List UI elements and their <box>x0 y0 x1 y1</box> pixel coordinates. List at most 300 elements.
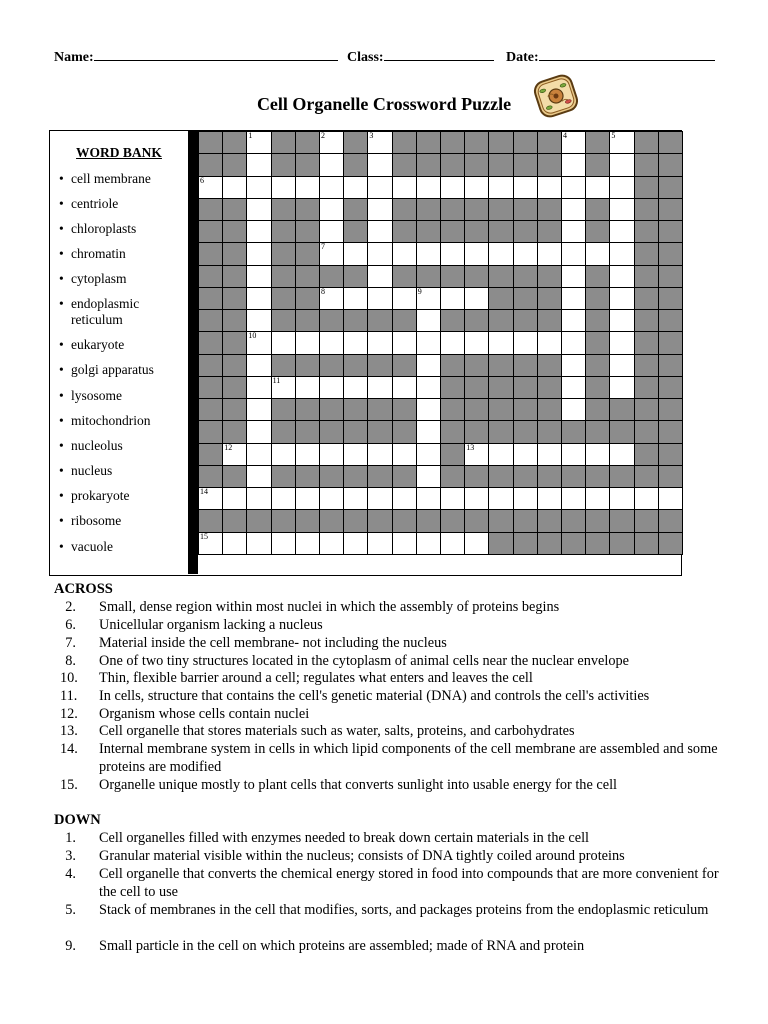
answer-square[interactable] <box>513 242 538 265</box>
answer-square[interactable] <box>440 331 465 354</box>
blocked-square <box>416 220 441 243</box>
answer-square[interactable] <box>367 198 392 221</box>
clue-number: 13 <box>466 442 475 452</box>
blocked-square <box>343 420 368 443</box>
answer-square[interactable] <box>488 331 513 354</box>
answer-square[interactable] <box>464 242 489 265</box>
answer-square[interactable] <box>392 287 417 310</box>
blocked-square <box>634 176 659 199</box>
answer-square[interactable] <box>537 242 562 265</box>
bullet: • <box>59 296 64 311</box>
answer-square[interactable] <box>609 287 634 310</box>
answer-square[interactable] <box>392 176 417 199</box>
answer-square[interactable] <box>271 331 296 354</box>
blocked-square <box>367 309 392 332</box>
answer-square[interactable] <box>416 487 441 510</box>
answer-square[interactable] <box>367 376 392 399</box>
blocked-square <box>198 198 223 221</box>
answer-square[interactable] <box>367 176 392 199</box>
answer-square[interactable] <box>537 331 562 354</box>
blocked-square <box>537 509 562 532</box>
word-bank-item <box>59 413 151 429</box>
answer-square[interactable] <box>416 465 441 488</box>
answer-square[interactable] <box>658 487 683 510</box>
answer-square[interactable] <box>295 532 320 555</box>
answer-square[interactable] <box>222 532 247 555</box>
blocked-square <box>222 287 247 310</box>
bullet: • <box>59 362 64 377</box>
blocked-square <box>416 509 441 532</box>
answer-square[interactable] <box>561 376 586 399</box>
answer-square[interactable] <box>246 331 271 354</box>
blocked-square <box>658 376 683 399</box>
answer-square[interactable] <box>246 443 271 466</box>
blocked-square <box>319 309 344 332</box>
blocked-square <box>585 265 610 288</box>
blocked-square <box>319 420 344 443</box>
blocked-square <box>513 465 538 488</box>
answer-square[interactable] <box>343 376 368 399</box>
blocked-square <box>561 509 586 532</box>
answer-square[interactable] <box>392 532 417 555</box>
blocked-square <box>634 265 659 288</box>
blocked-square <box>295 309 320 332</box>
answer-square[interactable] <box>609 487 634 510</box>
blocked-square <box>271 509 296 532</box>
clue-number: 6 <box>200 175 204 185</box>
answer-square[interactable] <box>319 176 344 199</box>
answer-square[interactable] <box>343 242 368 265</box>
word-bank-text: chloroplasts <box>71 221 137 236</box>
word-bank-item <box>59 296 161 328</box>
blocked-square <box>658 465 683 488</box>
blocked-square <box>271 420 296 443</box>
answer-square[interactable] <box>416 331 441 354</box>
answer-square[interactable] <box>561 487 586 510</box>
blocked-square <box>343 265 368 288</box>
blocked-square <box>513 153 538 176</box>
blocked-square <box>464 509 489 532</box>
blocked-square <box>658 153 683 176</box>
answer-square[interactable] <box>634 487 659 510</box>
answer-square[interactable] <box>367 287 392 310</box>
answer-square[interactable] <box>585 443 610 466</box>
blocked-square <box>222 465 247 488</box>
clue-number-label: 6. <box>65 617 76 633</box>
blocked-square <box>537 265 562 288</box>
blocked-square <box>440 265 465 288</box>
answer-square[interactable] <box>561 354 586 377</box>
blocked-square <box>537 465 562 488</box>
answer-square[interactable] <box>367 131 392 154</box>
blocked-square <box>488 220 513 243</box>
word-bank-item <box>59 362 154 378</box>
blocked-square <box>343 220 368 243</box>
blocked-square <box>488 198 513 221</box>
answer-square[interactable] <box>392 487 417 510</box>
blocked-square <box>440 465 465 488</box>
blocked-square <box>295 153 320 176</box>
answer-square[interactable] <box>513 443 538 466</box>
clue-number: 2 <box>321 131 325 140</box>
blocked-square <box>198 376 223 399</box>
answer-square[interactable] <box>246 198 271 221</box>
clue-number: 14 <box>200 487 208 496</box>
blocked-square <box>198 509 223 532</box>
blocked-square <box>271 242 296 265</box>
answer-square[interactable] <box>246 153 271 176</box>
answer-square[interactable] <box>343 331 368 354</box>
answer-square[interactable] <box>561 398 586 421</box>
blocked-square <box>585 354 610 377</box>
class-field[interactable] <box>347 46 494 66</box>
answer-square[interactable] <box>585 487 610 510</box>
clue-number-label: 7. <box>65 635 76 651</box>
date-line[interactable] <box>539 46 715 61</box>
blocked-square <box>367 354 392 377</box>
blocked-square <box>271 265 296 288</box>
answer-square[interactable] <box>416 398 441 421</box>
blocked-square <box>488 309 513 332</box>
answer-square[interactable] <box>609 131 634 154</box>
clue-text: Cell organelles filled with enzymes needed to break down certain materials in the cell <box>99 830 590 846</box>
blocked-square <box>271 398 296 421</box>
answer-square[interactable] <box>295 443 320 466</box>
answer-square[interactable] <box>561 242 586 265</box>
answer-square[interactable] <box>609 220 634 243</box>
blocked-square <box>464 420 489 443</box>
answer-square[interactable] <box>513 331 538 354</box>
answer-square[interactable] <box>246 487 271 510</box>
answer-square[interactable] <box>392 376 417 399</box>
word-bank-item <box>59 196 118 212</box>
answer-square[interactable] <box>367 532 392 555</box>
answer-square[interactable] <box>319 443 344 466</box>
answer-square[interactable] <box>367 487 392 510</box>
answer-square[interactable] <box>416 242 441 265</box>
answer-square[interactable] <box>561 287 586 310</box>
clue-number: 5 <box>611 131 616 140</box>
blocked-square <box>488 265 513 288</box>
blocked-square <box>488 287 513 310</box>
blocked-square <box>343 509 368 532</box>
blocked-square <box>488 153 513 176</box>
blocked-square <box>634 198 659 221</box>
answer-square[interactable] <box>609 153 634 176</box>
blocked-square <box>198 398 223 421</box>
answer-square[interactable] <box>367 220 392 243</box>
blocked-square <box>513 265 538 288</box>
date-field[interactable] <box>506 46 715 66</box>
name-field[interactable] <box>54 46 338 66</box>
clue-text: Cell organelle that stores materials such as water, salts, proteins, and carbohydrates <box>99 723 575 739</box>
blocked-square <box>295 265 320 288</box>
answer-square[interactable] <box>440 176 465 199</box>
blocked-square <box>488 509 513 532</box>
answer-square[interactable] <box>537 487 562 510</box>
bullet: • <box>59 513 64 528</box>
blocked-square <box>295 398 320 421</box>
answer-square[interactable] <box>513 176 538 199</box>
blocked-square <box>513 309 538 332</box>
blocked-square <box>319 265 344 288</box>
blocked-square <box>585 309 610 332</box>
answer-square[interactable] <box>609 443 634 466</box>
answer-square[interactable] <box>609 331 634 354</box>
clue-number-label: 12. <box>60 706 78 722</box>
answer-square[interactable] <box>416 532 441 555</box>
clue-number: 1 <box>248 131 253 140</box>
answer-square[interactable] <box>246 176 271 199</box>
blocked-square <box>585 420 610 443</box>
blocked-square <box>513 420 538 443</box>
clue-number: 8 <box>321 286 325 296</box>
answer-square[interactable] <box>246 465 271 488</box>
blocked-square <box>585 376 610 399</box>
blocked-square <box>246 509 271 532</box>
answer-square[interactable] <box>246 354 271 377</box>
answer-square[interactable] <box>585 176 610 199</box>
answer-square[interactable] <box>271 443 296 466</box>
blocked-square <box>609 509 634 532</box>
blocked-square <box>271 131 296 154</box>
blocked-square <box>537 376 562 399</box>
blocked-square <box>634 242 659 265</box>
answer-square[interactable] <box>392 331 417 354</box>
blocked-square <box>537 131 562 154</box>
answer-square[interactable] <box>343 532 368 555</box>
word-bank-item <box>59 221 136 237</box>
blocked-square <box>658 287 683 310</box>
answer-square[interactable] <box>246 398 271 421</box>
blocked-square <box>634 331 659 354</box>
answer-square[interactable] <box>416 354 441 377</box>
answer-square[interactable] <box>488 487 513 510</box>
answer-square[interactable] <box>440 532 465 555</box>
answer-square[interactable] <box>488 443 513 466</box>
answer-square[interactable] <box>319 376 344 399</box>
answer-square[interactable] <box>271 487 296 510</box>
answer-square[interactable] <box>537 176 562 199</box>
answer-square[interactable] <box>319 532 344 555</box>
answer-square[interactable] <box>609 309 634 332</box>
bullet: • <box>59 221 64 236</box>
blocked-square <box>561 465 586 488</box>
answer-square[interactable] <box>609 265 634 288</box>
answer-square[interactable] <box>343 287 368 310</box>
page-title: Cell Organelle Crossword Puzzle <box>256 94 512 114</box>
answer-square[interactable] <box>416 176 441 199</box>
answer-square[interactable] <box>561 331 586 354</box>
blocked-square <box>658 198 683 221</box>
answer-square[interactable] <box>464 487 489 510</box>
answer-square[interactable] <box>246 376 271 399</box>
blocked-square <box>392 420 417 443</box>
answer-square[interactable] <box>222 443 247 466</box>
bullet: • <box>59 413 64 428</box>
answer-square[interactable] <box>440 287 465 310</box>
answer-square[interactable] <box>319 153 344 176</box>
blocked-square <box>319 465 344 488</box>
answer-square[interactable] <box>416 420 441 443</box>
answer-square[interactable] <box>440 242 465 265</box>
blocked-square <box>222 198 247 221</box>
blocked-square <box>440 153 465 176</box>
blocked-square <box>392 153 417 176</box>
answer-square[interactable] <box>198 176 223 199</box>
answer-square[interactable] <box>367 265 392 288</box>
answer-square[interactable] <box>561 265 586 288</box>
clue-number-label: 15. <box>60 777 78 793</box>
answer-square[interactable] <box>319 287 344 310</box>
class-line[interactable] <box>384 46 494 61</box>
answer-square[interactable] <box>561 309 586 332</box>
answer-square[interactable] <box>464 331 489 354</box>
clue-text: Granular material visible within the nucleus; consists of DNA tightly coiled around proteins <box>99 848 625 864</box>
blocked-square <box>392 131 417 154</box>
answer-square[interactable] <box>246 220 271 243</box>
clue-text: Organelle unique mostly to plant cells that converts sunlight into usable energy for the cell <box>99 777 618 793</box>
word-bank-item <box>59 171 151 187</box>
blocked-square <box>488 376 513 399</box>
answer-square[interactable] <box>561 443 586 466</box>
answer-square[interactable] <box>609 354 634 377</box>
blocked-square <box>585 532 610 555</box>
blocked-square <box>392 509 417 532</box>
word-bank-item <box>59 539 113 555</box>
answer-square[interactable] <box>246 131 271 154</box>
answer-square[interactable] <box>513 487 538 510</box>
blocked-square <box>513 287 538 310</box>
answer-square[interactable] <box>464 443 489 466</box>
answer-square[interactable] <box>367 331 392 354</box>
blocked-square <box>271 465 296 488</box>
answer-square[interactable] <box>367 242 392 265</box>
answer-square[interactable] <box>295 487 320 510</box>
answer-square[interactable] <box>392 242 417 265</box>
answer-square[interactable] <box>343 443 368 466</box>
answer-square[interactable] <box>319 487 344 510</box>
answer-square[interactable] <box>561 131 586 154</box>
clue-number-label: 13. <box>60 723 78 739</box>
answer-square[interactable] <box>464 176 489 199</box>
answer-square[interactable] <box>367 153 392 176</box>
answer-square[interactable] <box>246 265 271 288</box>
answer-square[interactable] <box>561 176 586 199</box>
blocked-square <box>222 376 247 399</box>
answer-square[interactable] <box>319 331 344 354</box>
blocked-square <box>537 287 562 310</box>
answer-square[interactable] <box>295 331 320 354</box>
answer-square[interactable] <box>440 487 465 510</box>
answer-square[interactable] <box>464 532 489 555</box>
blocked-square <box>271 309 296 332</box>
answer-square[interactable] <box>464 287 489 310</box>
answer-square[interactable] <box>392 443 417 466</box>
word-bank-item <box>59 513 121 529</box>
answer-square[interactable] <box>319 131 344 154</box>
answer-square[interactable] <box>295 176 320 199</box>
blocked-square <box>634 220 659 243</box>
answer-square[interactable] <box>416 376 441 399</box>
divider-bar <box>188 131 198 574</box>
blocked-square <box>271 153 296 176</box>
answer-square[interactable] <box>246 532 271 555</box>
blocked-square <box>271 287 296 310</box>
answer-square[interactable] <box>271 176 296 199</box>
blocked-square <box>343 309 368 332</box>
answer-square[interactable] <box>246 242 271 265</box>
blocked-square <box>440 131 465 154</box>
answer-square[interactable] <box>488 176 513 199</box>
answer-square[interactable] <box>343 176 368 199</box>
answer-square[interactable] <box>537 443 562 466</box>
answer-square[interactable] <box>561 198 586 221</box>
answer-square[interactable] <box>609 176 634 199</box>
answer-square[interactable] <box>271 376 296 399</box>
answer-square[interactable] <box>319 220 344 243</box>
blocked-square <box>658 220 683 243</box>
blocked-square <box>561 532 586 555</box>
blocked-square <box>392 354 417 377</box>
clue-text: Internal membrane system in cells in which lipid components of the cell membrane are assembled and some proteins are modified <box>99 741 718 775</box>
blocked-square <box>295 420 320 443</box>
answer-square[interactable] <box>609 376 634 399</box>
answer-square[interactable] <box>561 220 586 243</box>
blocked-square <box>634 509 659 532</box>
blocked-square <box>295 509 320 532</box>
clue-text: Cell organelle that converts the chemical energy stored in food into compounds that are more convenient for the cell to use <box>99 866 719 900</box>
blocked-square <box>198 309 223 332</box>
answer-square[interactable] <box>343 487 368 510</box>
answer-square[interactable] <box>488 242 513 265</box>
answer-square[interactable] <box>198 487 223 510</box>
blocked-square <box>464 465 489 488</box>
answer-square[interactable] <box>246 287 271 310</box>
answer-square[interactable] <box>271 532 296 555</box>
answer-square[interactable] <box>609 242 634 265</box>
plant-cell-icon <box>528 70 584 122</box>
answer-square[interactable] <box>585 242 610 265</box>
answer-square[interactable] <box>246 309 271 332</box>
answer-square[interactable] <box>416 443 441 466</box>
name-line[interactable] <box>94 46 338 61</box>
answer-square[interactable] <box>295 376 320 399</box>
answer-square[interactable] <box>222 487 247 510</box>
blocked-square <box>513 376 538 399</box>
answer-square[interactable] <box>319 242 344 265</box>
answer-square[interactable] <box>609 198 634 221</box>
answer-square[interactable] <box>222 176 247 199</box>
blocked-square <box>513 509 538 532</box>
blocked-square <box>319 509 344 532</box>
answer-square[interactable] <box>198 532 223 555</box>
answer-square[interactable] <box>416 309 441 332</box>
blocked-square <box>609 398 634 421</box>
clue-text: Small particle in the cell on which proteins are assembled; made of RNA and protein <box>99 938 585 954</box>
answer-square[interactable] <box>416 287 441 310</box>
answer-square[interactable] <box>246 420 271 443</box>
clue-number-label: 2. <box>65 599 76 615</box>
word-bank-item <box>59 438 123 454</box>
answer-square[interactable] <box>319 198 344 221</box>
blocked-square <box>658 309 683 332</box>
answer-square[interactable] <box>367 443 392 466</box>
answer-square[interactable] <box>561 153 586 176</box>
class-label: Class: <box>347 50 384 65</box>
blocked-square <box>537 198 562 221</box>
blocked-square <box>392 220 417 243</box>
